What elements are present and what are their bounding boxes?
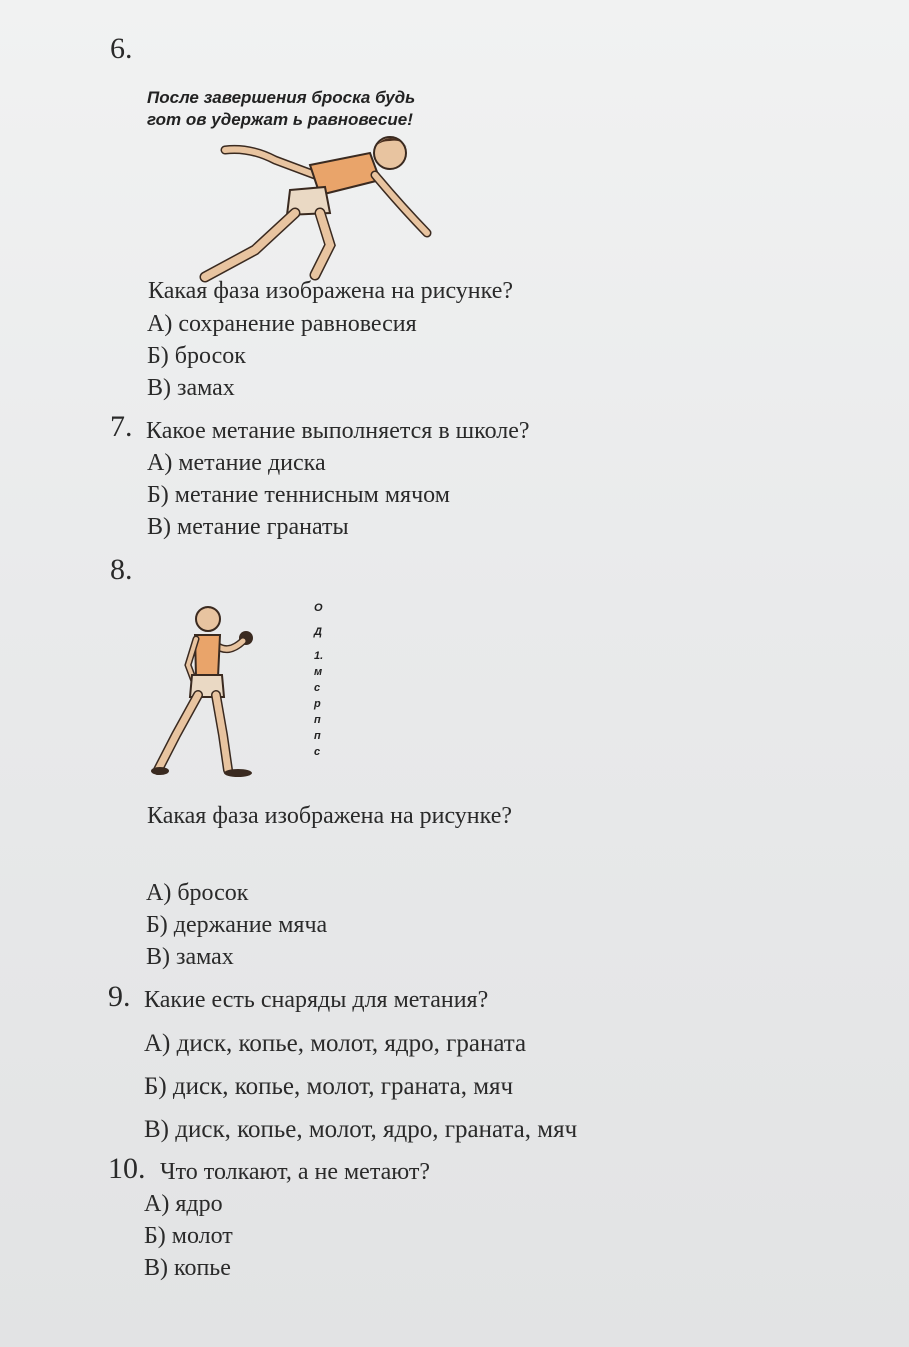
q8-side-text-line: п [314, 714, 321, 726]
q8-side-text-line: с [314, 682, 321, 694]
q6-number: 6. [110, 32, 133, 65]
q9-option-a: А) диск, копье, молот, ядро, граната [144, 1030, 527, 1057]
q8-option-a: А) бросок [146, 880, 249, 906]
q10-option-a: А) ядро [144, 1191, 223, 1217]
q9-option-c: В) диск, копье, молот, ядро, граната, мяч [144, 1116, 578, 1143]
q8-option-b: Б) держание мяча [146, 912, 328, 938]
q6-option-b: Б) бросок [147, 343, 246, 369]
q7-option-a: А) метание диска [147, 450, 326, 476]
q6-caption-line-2: гот ов удержат ь равновесие! [147, 110, 413, 129]
q8-standing-figure-illustration [148, 605, 268, 780]
q7-option-c: В) метание гранаты [147, 514, 349, 540]
q7-number: 7. [110, 410, 133, 443]
q7-option-b: Б) метание теннисным мячом [147, 482, 450, 508]
q9-number: 9. [108, 980, 131, 1013]
q6-option-c: В) замах [147, 375, 235, 401]
q6-question: Какая фаза изображена на рисунке? [148, 278, 514, 304]
q6-thrower-illustration [195, 135, 440, 280]
q10-option-c: В) копье [144, 1255, 231, 1281]
q8-side-text-line: 1. [314, 650, 324, 662]
q8-option-c: В) замах [146, 944, 234, 970]
q8-side-text-line: м [314, 666, 323, 678]
q9-question: Какие есть снаряды для метания? [144, 987, 489, 1013]
q10-question: Что толкают, а не метают? [160, 1159, 431, 1185]
q7-question: Какое метание выполняется в школе? [146, 418, 530, 444]
q6-option-a: А) сохранение равновесия [147, 311, 417, 337]
q8-side-text-line: Д [314, 626, 322, 638]
q8-question: Какая фаза изображена на рисунке? [147, 803, 513, 829]
q10-option-b: Б) молот [144, 1223, 233, 1249]
q8-number: 8. [110, 553, 133, 586]
q8-side-text-line: п [314, 730, 321, 742]
q8-side-text-line: с [314, 746, 321, 758]
q9-option-b: Б) диск, копье, молот, граната, мяч [144, 1073, 514, 1100]
q8-side-text-line: р [314, 698, 321, 710]
q8-side-text [314, 600, 323, 760]
q6-caption-line-1: После завершения броска будь [147, 88, 416, 107]
q10-number: 10. [108, 1152, 146, 1185]
q8-side-text-line: О [314, 602, 323, 614]
